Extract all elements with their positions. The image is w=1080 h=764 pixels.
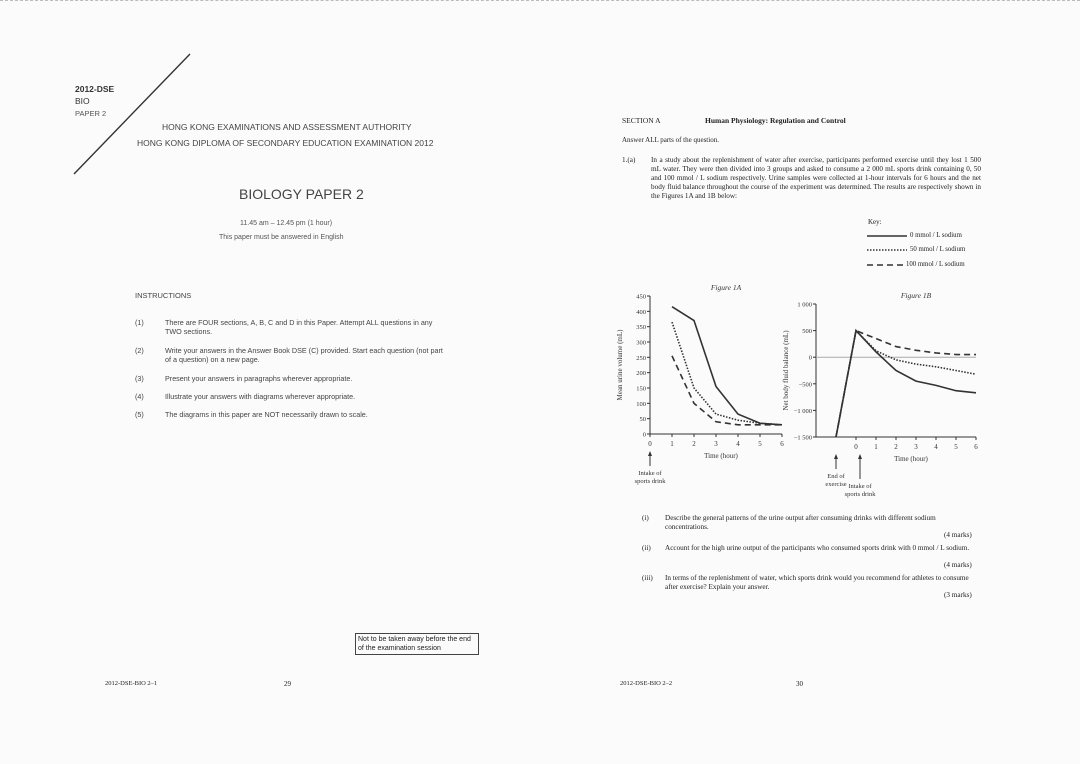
y-tick-label: 450 [636, 293, 646, 301]
instruction-text: Write your answers in the Answer Book DSE (C) provided. Start each question (not part of a question) on a new page. [165, 346, 443, 364]
subquestion-marks: (4 marks) [944, 561, 972, 569]
y-tick-label: 150 [636, 385, 646, 393]
subquestion-number: (iii) [642, 574, 653, 582]
x-tick-label: 4 [736, 440, 740, 448]
y-tick-label: 1 000 [797, 301, 812, 309]
y-tick-label: 0 [808, 354, 812, 362]
annotation-label: Intake of [638, 470, 662, 477]
x-tick-label: 2 [894, 443, 898, 451]
footer-code-left: 2012-DSE-BIO 2–1 [105, 680, 158, 687]
section-title: Human Physiology: Regulation and Control [705, 116, 846, 125]
key-50-mmol: 50 mmol / L sodium [910, 246, 966, 253]
page-number-right: 30 [796, 680, 803, 688]
arrow-head-icon [858, 454, 862, 459]
exam-name: HONG KONG DIPLOMA OF SECONDARY EDUCATION EXAMINATION 2012 [137, 138, 434, 148]
x-tick-label: 6 [780, 440, 784, 448]
x-tick-label: 5 [954, 443, 958, 451]
series-line-solid [672, 307, 782, 425]
question-number: 1.(a) [622, 156, 636, 164]
y-tick-label: −1 500 [793, 434, 812, 442]
y-axis-label: Net body fluid balance (mL) [782, 330, 790, 411]
y-tick-label: 100 [636, 400, 646, 408]
subquestion-text: In terms of the replenishment of water, which sports drink would you recommend for athletes to consume after exercise? Explain your answer. [665, 574, 969, 591]
subquestion-text: Describe the general patterns of the urine output after consuming drinks with different sodium concentrations. [665, 514, 936, 531]
x-tick-label: 5 [758, 440, 762, 448]
instruction-text: Illustrate your answers with diagrams wherever appropriate. [165, 392, 356, 401]
key-100-mmol: 100 mmol / L sodium [906, 261, 965, 268]
subquestion-text: Account for the high urine output of the participants who consumed sports drink with 0 mmol / L sodium. [665, 544, 970, 552]
x-tick-label: 3 [714, 440, 718, 448]
y-tick-label: 500 [802, 328, 812, 336]
instruction-number: (2) [135, 346, 144, 355]
y-tick-label: −1 000 [793, 407, 812, 415]
paper-title: BIOLOGY PAPER 2 [239, 186, 364, 202]
instruction-number: (5) [135, 410, 144, 419]
x-tick-label: 0 [854, 443, 858, 451]
instruction-text: Present your answers in paragraphs wherever appropriate. [165, 374, 353, 383]
subquestion-number: (i) [642, 514, 649, 522]
question-stem: In a study about the replenishment of water after exercise, participants performed exercise until they lost 1 500 mL water. They were then divided into 3 groups and asked to consume a 2 000 mL sports drink containing 0, 50 and 100 mmol / L sodium respectively. Urine samples were collected at 1-hour intervals for 6 hours and the net body fluid balance throughout the course of the experiment was determined. The results are respectively shown in the Figures 1A and 1B below: [651, 156, 981, 200]
x-tick-label: 3 [914, 443, 918, 451]
x-axis-label: Time (hour) [704, 452, 738, 460]
y-tick-label: 0 [642, 431, 646, 439]
instruction-text: There are FOUR sections, A, B, C and D in this Paper. Attempt ALL questions in any TWO sections. [165, 318, 433, 336]
key-0-mmol: 0 mmol / L sodium [910, 232, 962, 239]
instruction-number: (1) [135, 318, 144, 327]
y-tick-label: 200 [636, 370, 646, 378]
paper-number: PAPER 2 [75, 109, 107, 118]
annotation-label: sports drink [634, 478, 666, 485]
instructions-heading: INSTRUCTIONS [135, 291, 192, 300]
y-tick-label: −500 [798, 381, 812, 389]
x-tick-label: 1 [874, 443, 878, 451]
instruction-number: (4) [135, 392, 144, 401]
y-tick-label: 50 [639, 416, 646, 424]
annotation-label: exercise [825, 481, 847, 488]
y-tick-label: 250 [636, 354, 646, 362]
paper-code: 2012-DSE [75, 84, 115, 94]
subquestion-number: (ii) [642, 544, 651, 552]
language-note: This paper must be answered in English [219, 234, 344, 241]
annotation-label: Intake of [848, 483, 872, 490]
y-tick-label: 350 [636, 324, 646, 332]
notice-box: Not to be taken away before the end of the examination session [355, 633, 479, 655]
x-tick-label: 1 [670, 440, 674, 448]
annotation-label: End of [827, 473, 845, 480]
chart-title: Figure 1A [710, 283, 742, 292]
section-label: SECTION A [622, 116, 661, 125]
subquestion-marks: (4 marks) [944, 531, 972, 539]
series-line-dashed [836, 331, 976, 437]
chart-title: Figure 1B [900, 291, 932, 300]
arrow-head-icon [648, 451, 652, 456]
subject-code: BIO [75, 96, 90, 106]
y-tick-label: 400 [636, 308, 646, 316]
exam-time: 11.45 am – 12.45 pm (1 hour) [240, 220, 333, 227]
footer-code-right: 2012-DSE-BIO 2–2 [620, 680, 673, 687]
annotation-label: sports drink [844, 491, 876, 498]
x-tick-label: 0 [648, 440, 652, 448]
answer-all-note: Answer ALL parts of the question. [622, 136, 719, 144]
series-line-solid [836, 331, 976, 437]
series-line-dotted [672, 322, 782, 425]
page-number-left: 29 [284, 680, 291, 688]
x-tick-label: 6 [974, 443, 978, 451]
authority-name: HONG KONG EXAMINATIONS AND ASSESSMENT AUTHORITY [162, 122, 412, 132]
x-tick-label: 2 [692, 440, 696, 448]
series-line-dotted [836, 331, 976, 437]
x-axis-label: Time (hour) [894, 455, 928, 463]
instruction-number: (3) [135, 374, 144, 383]
x-tick-label: 4 [934, 443, 938, 451]
series-line-dashed [672, 356, 782, 425]
arrow-head-icon [834, 454, 838, 459]
y-tick-label: 300 [636, 339, 646, 347]
y-axis-label: Mean urine volume (mL) [616, 329, 624, 401]
subquestion-marks: (3 marks) [944, 591, 972, 599]
key-label: Key: [868, 218, 882, 226]
instruction-text: The diagrams in this paper are NOT necessarily drawn to scale. [165, 410, 368, 419]
